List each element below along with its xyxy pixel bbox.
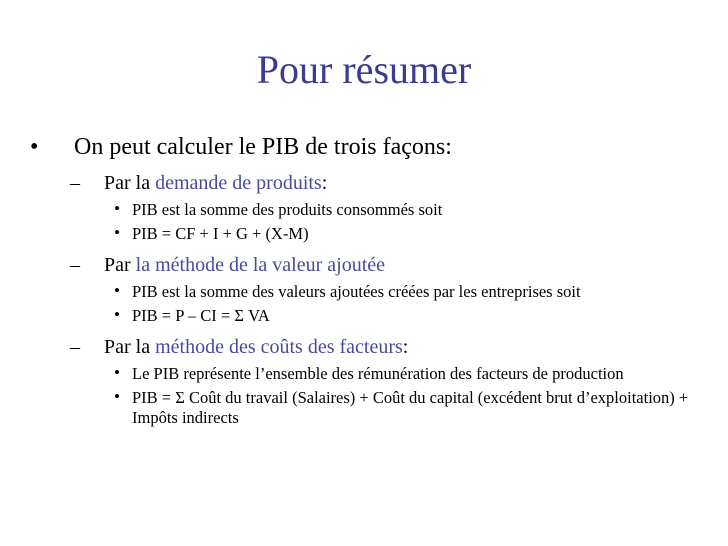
method-highlight: la méthode de la valeur ajoutée: [135, 254, 385, 276]
sub-point-text: PIB est la somme des produits consommés soit: [132, 200, 443, 219]
sub-point: [30, 364, 700, 384]
dash-icon: –: [70, 254, 80, 276]
bullet-icon: •: [114, 223, 120, 242]
slide-title: Pour résumer: [256, 47, 472, 92]
bullet-icon: •: [30, 134, 39, 160]
bullet-icon: •: [114, 387, 120, 406]
sub-point-text: PIB = P – CI = Σ VA: [132, 306, 270, 325]
slide-content: [30, 132, 700, 430]
sub-point: [30, 388, 700, 428]
sub-point-text: Le PIB représente l’ensemble des rémunération des facteurs de production: [132, 364, 624, 383]
sub-point: [30, 282, 700, 302]
sub-point-text: PIB est la somme des valeurs ajoutées créées par les entreprises soit: [132, 282, 581, 301]
method-highlight: demande de produits: [155, 172, 322, 194]
bullet-icon: •: [114, 281, 120, 300]
method-suffix: :: [321, 172, 328, 194]
method-prefix: Par la: [104, 172, 156, 194]
method-highlight: méthode des coûts des facteurs: [155, 336, 403, 358]
method-couts-facteurs: [30, 334, 700, 360]
method-suffix: :: [402, 336, 409, 358]
sub-point-text: PIB = Σ Coût du travail (Salaires) + Coût du capital (excédent brut d’exploitation) + Impôts indirects: [132, 388, 689, 427]
sub-point: [30, 224, 700, 244]
method-prefix: Par: [104, 254, 136, 276]
sub-point-text: PIB = CF + I + G + (X-M): [132, 224, 309, 243]
dash-icon: –: [70, 336, 80, 358]
bullet-icon: •: [114, 199, 120, 218]
main-bullet-text: On peut calculer le PIB de trois façons:: [74, 134, 452, 160]
bullet-icon: •: [114, 363, 120, 382]
main-bullet: [30, 132, 700, 162]
method-prefix: Par la: [104, 336, 156, 358]
method-valeur-ajoutee: [30, 252, 700, 278]
method-demande: [30, 170, 700, 196]
dash-icon: –: [70, 172, 80, 194]
sub-point: [30, 306, 700, 326]
bullet-icon: •: [114, 305, 120, 324]
sub-point: [30, 200, 700, 220]
